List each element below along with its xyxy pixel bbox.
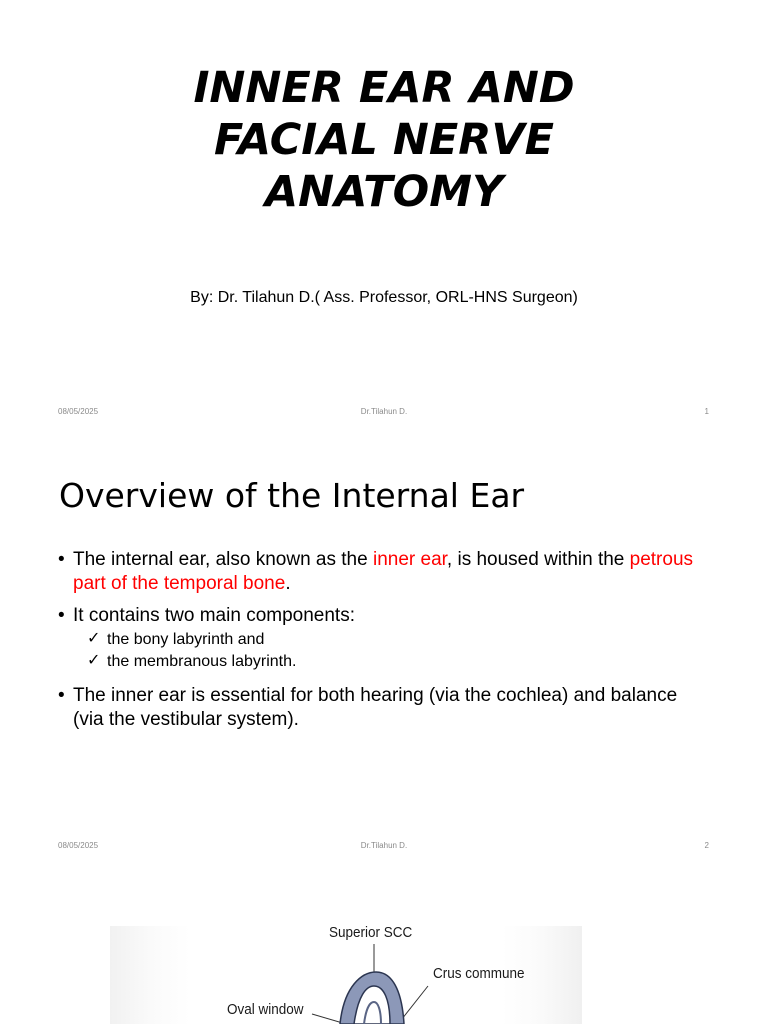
footer-author: Dr.Tilahun D. xyxy=(360,841,408,850)
sub-item-text: the bony labyrinth and xyxy=(107,631,265,648)
footer-page-number: 1 xyxy=(704,407,709,416)
footer-date: 08/05/2025 xyxy=(58,407,99,416)
bullet-item xyxy=(58,548,698,596)
bullet-text: It contains two main components: xyxy=(73,605,355,626)
highlight-term: petrous part of the temporal bone xyxy=(73,549,694,594)
bullet-dot: • xyxy=(58,605,65,626)
title-line: INNER EAR AND xyxy=(193,63,575,113)
check-icon: ✓ xyxy=(87,650,101,669)
sub-item xyxy=(58,628,698,652)
label-oval-window: Oval window xyxy=(227,1001,304,1018)
slide-footer xyxy=(0,841,768,853)
author-byline: By: Dr. Tilahun D.( Ass. Professor, ORL-HNS Surgeon) xyxy=(190,289,578,306)
slide-1 xyxy=(0,0,768,434)
bullet-text: The inner ear is essential for both hearing (via the cochlea) and balance (via the vestibular system). xyxy=(73,685,678,730)
bullet-text: The internal ear, also known as the xyxy=(73,549,373,570)
bullet-item xyxy=(58,604,698,628)
highlight-term: inner ear xyxy=(372,549,447,570)
slide-2 xyxy=(0,434,768,868)
sub-item-text: the membranous labyrinth. xyxy=(107,653,297,670)
bullet-dot: • xyxy=(58,685,65,706)
label-superior-scc: Superior SCC xyxy=(329,924,413,941)
label-crus-commune: Crus commune xyxy=(433,965,525,982)
slide-footer xyxy=(0,407,768,419)
footer-date: 08/05/2025 xyxy=(58,841,99,850)
bullet-dot: • xyxy=(58,549,65,570)
slide-2-title: Overview of the Internal Ear xyxy=(59,476,525,515)
sub-list xyxy=(58,628,698,674)
bullet-list xyxy=(58,548,698,740)
title-line: FACIAL NERVE xyxy=(213,115,555,165)
footer-author: Dr.Tilahun D. xyxy=(360,407,408,416)
sub-item xyxy=(58,650,698,674)
footer-page-number: 2 xyxy=(704,841,709,850)
check-icon: ✓ xyxy=(87,628,101,647)
slide-3 xyxy=(0,868,768,1024)
bullet-text: . xyxy=(285,573,291,594)
title-line: ANATOMY xyxy=(264,167,504,217)
bullet-text: , is housed within the xyxy=(446,549,630,570)
slide-1-title xyxy=(0,62,768,218)
labyrinth-diagram xyxy=(0,868,768,1024)
bullet-item xyxy=(58,684,698,732)
